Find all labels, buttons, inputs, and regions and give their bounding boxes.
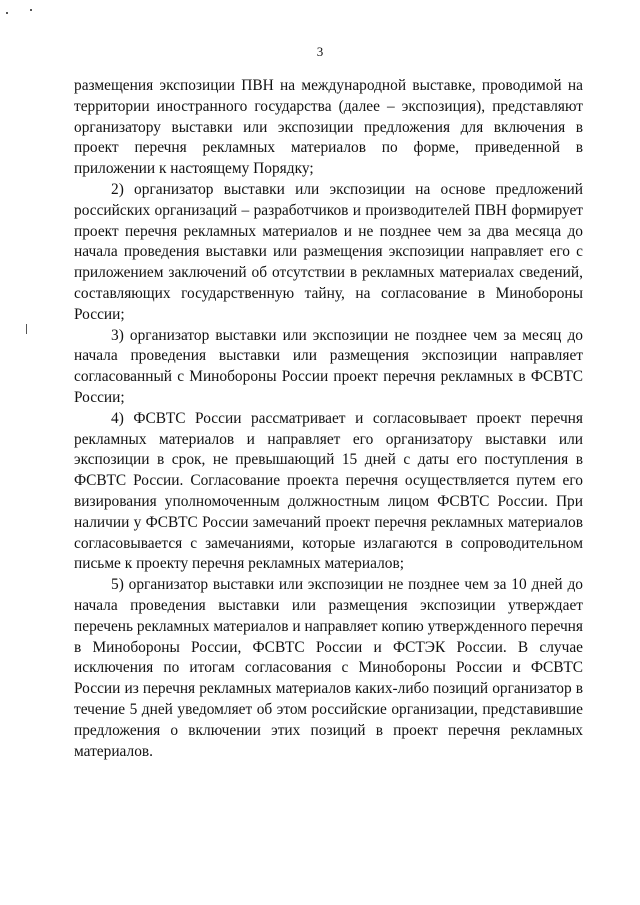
paragraph-item-3: 3) организатор выставки или экспозиции не позднее чем за месяц до начала проведения выставки или размещения экспозиции направляет согласованный с Минобороны России проект перечня рекламных в ФСВТС России; [74,326,583,406]
scan-speck [26,324,27,334]
document-body [74,76,583,762]
paragraph-continuation: размещения экспозиции ПВН на международной выставке, проводимой на территории иностранного государства (далее – экспозиция), представляют организатору выставки или экспозиции предложения для включения в проект перечня рекламных материалов по форме, приведенной в приложении к настоящему Порядку; [74,77,583,178]
paragraph-item-4: 4) ФСВТС России рассматривает и согласовывает проект перечня рекламных материалов и направляет его организатору выставки или экспозиции в срок, не превышающий 15 дней с даты его поступления в ФСВТС России. Согласование проекта перечня осуществляется путем его визирования уполномоченным должностным лицом ФСВТС России. При наличии у ФСВТС России замечаний проект перечня рекламных материалов согласовывается с замечаниями, которые излагаются в сопроводительном письме к проекту перечня рекламных материалов; [74,409,583,573]
page-number: 3 [316,44,324,59]
scan-speck [30,9,32,11]
scan-speck [6,12,8,14]
paragraph-item-5: 5) организатор выставки или экспозиции не позднее чем за 10 дней до начала проведения выставки или размещения экспозиции утверждает перечень рекламных материалов и направляет копию утвержденного перечня в Минобороны России, ФСВТС России и ФСТЭК России. В случае исключения по итогам согласования с Минобороны России и ФСВТС России из перечня рекламных материалов каких-либо позиций организатор в течение 5 дней уведомляет об этом российские организации, представившие предложения о включении этих позиций в проект перечня рекламных материалов. [74,576,583,760]
paragraph-item-2: 2) организатор выставки или экспозиции на основе предложений российских организаций – разработчиков и производителей ПВН формирует проект перечня рекламных материалов и не позднее чем за два месяца до начала проведения выставки или размещения экспозиции направляет его с приложением заключений об отсутствии в рекламных материалах сведений, составляющих государственную тайну, на согласование в Минобороны России; [74,180,583,323]
